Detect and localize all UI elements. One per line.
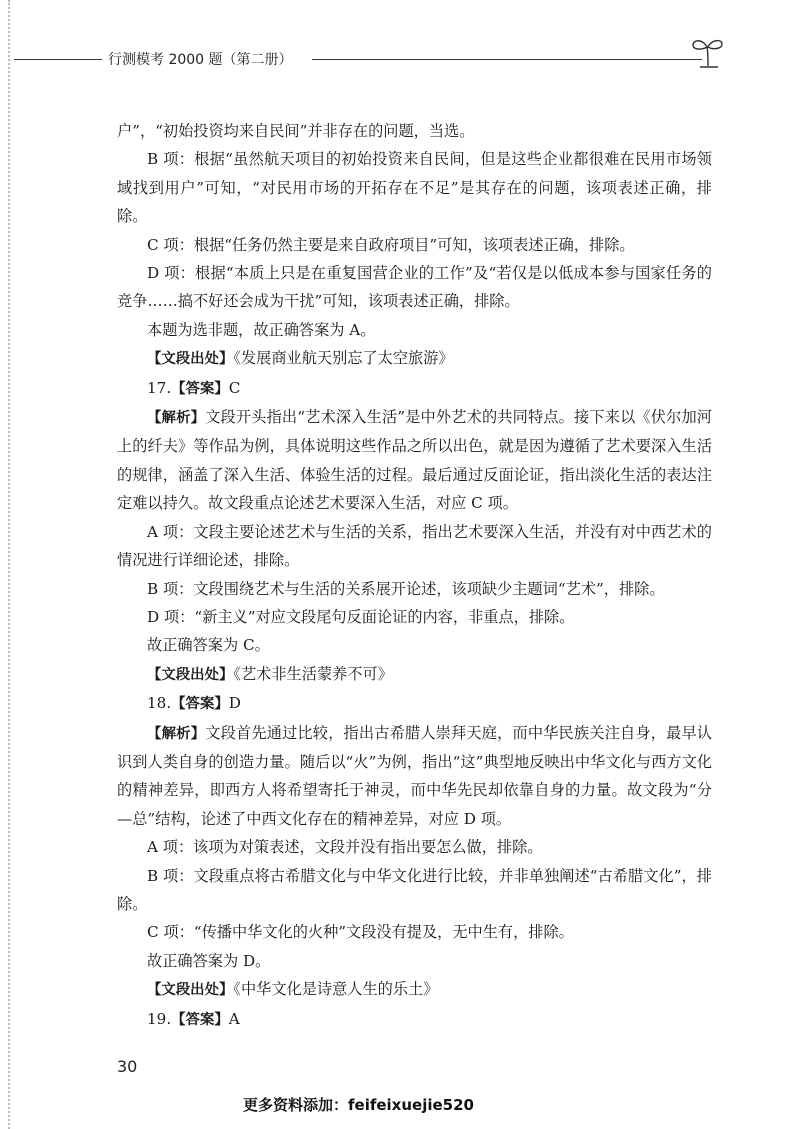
paragraph: [117, 603, 712, 631]
section-label: 【文段出处】: [147, 351, 234, 368]
header-title: 行测模考 2000 题（第二册）: [108, 52, 293, 68]
section-label: 【解析】: [147, 410, 206, 427]
paragraph: [117, 975, 712, 1004]
header-rule-left: [14, 59, 102, 60]
section-label: 【解析】: [147, 725, 206, 742]
paragraph-text: C 项：“传播中华文化的火种”文段没有提及，无中生有，排除。: [147, 923, 574, 942]
paragraph-text: 本题为选非题，故正确答案为 A。: [147, 320, 376, 339]
paragraph-text: A 项：文段主要论述艺术与生活的关系，指出艺术要深入生活，并没有对中西艺术的情况进行详细论述，排除。: [117, 522, 712, 570]
paragraph-text: D 项：“新主义”对应文段尾句反面论证的内容，非重点，排除。: [147, 607, 575, 626]
paragraph: [117, 518, 712, 575]
paragraph: [117, 631, 712, 659]
section-label: 【文段出处】: [147, 666, 234, 683]
paragraph: [117, 947, 712, 975]
section-label: 【答案】: [171, 1011, 229, 1028]
paragraph-text: 文段开头指出“艺术深入生活”是中外艺术的共同特点。接下来以《伏尔加河上的纤夫》等作品为例，具体说明这些作品之所以出色，就是因为遵循了艺术要深入生活的规律，涵盖了深入生活、体验生活的过程。最后通过反面论证，指出淡化生活的表达注定难以持久。故文段重点论述艺术要深入生活，对应 C 项。: [117, 408, 712, 513]
paragraph-text: 《艺术非生活蒙养不可》: [233, 664, 393, 683]
paragraph-text: 户”，“初始投资均来自民间”并非存在的问题，当选。: [117, 122, 475, 140]
paragraph: [117, 231, 712, 259]
paragraph-text: 《中华文化是诗意人生的乐土》: [233, 980, 439, 999]
paragraph-text: 故正确答案为 D。: [147, 951, 271, 970]
page-number: 30: [117, 1057, 138, 1076]
paragraph: [117, 862, 712, 919]
question-number: 18.: [147, 694, 172, 713]
question-number: 19.: [147, 1009, 172, 1028]
section-label: 【答案】: [171, 380, 229, 397]
paragraph-text: B 项：文段围绕艺术与生活的关系展开论述，该项缺少主题词“艺术”，排除。: [147, 579, 665, 598]
paragraph: [117, 344, 712, 373]
binding-dotted-line: [8, 0, 10, 1129]
answer-explanation-body: [117, 117, 712, 1034]
paragraph: [117, 259, 712, 316]
paragraph: [117, 833, 712, 861]
paragraph-text: B 项：根据“虽然航天项目的初始投资来自民间，但是这些企业都很难在民用市场领域找到用户”可知，“对民用市场的开拓存在不足”是其存在的问题，该项表述正确，排除。: [117, 150, 712, 226]
paragraph: [117, 403, 712, 518]
paragraph-text: B 项：文段重点将古希腊文化与中华文化进行比较，并非单独阐述“古希腊文化”，排除。: [117, 866, 712, 913]
paragraph-text: D 项：根据“本质上只是在重复国营企业的工作”及“若仅是以低成本参与国家任务的竞争……搞不好还会成为干扰”可知，该项表述正确，排除。: [117, 264, 712, 311]
section-label: 【答案】: [171, 696, 229, 713]
paragraph: [117, 660, 712, 689]
paragraph: [117, 145, 712, 230]
paragraph: [117, 918, 712, 946]
section-label: 【文段出处】: [147, 982, 234, 999]
paragraph-text: C: [228, 378, 241, 397]
paragraph-text: D: [228, 694, 241, 713]
paragraph-text: 《发展商业航天别忘了太空旅游》: [233, 349, 454, 368]
paragraph: [117, 689, 712, 718]
running-header: [14, 40, 714, 80]
paragraph: [117, 117, 712, 145]
paragraph-text: A: [228, 1009, 240, 1028]
paragraph: [117, 575, 712, 603]
paragraph-text: C 项：根据“任务仍然主要是来自政府项目”可知，该项表述正确，排除。: [147, 235, 635, 254]
paragraph-text: 文段首先通过比较，指出古希腊人崇拜天庭，而中华民族关注自身，最早认识到人类自身的创造力量。随后以“火”为例，指出“这”典型地反映出中华文化与西方文化的精神差异，即西方人将希望寄托于神灵，而中华先民却依靠自身的力量。故文段为“分—总”结构，论述了中西文化存在的精神差异，对应 D 项。: [117, 723, 712, 828]
paragraph-text: 故正确答案为 C。: [147, 636, 270, 655]
footer-note: 更多资料添加：feifeixuejie520: [243, 1096, 474, 1114]
question-number: 17.: [147, 378, 172, 397]
paragraph: [117, 316, 712, 344]
paragraph: [117, 374, 712, 403]
paragraph: [117, 719, 712, 834]
header-rule-right: [312, 59, 702, 60]
sprout-icon: [690, 34, 726, 68]
paragraph: [117, 1005, 712, 1034]
paragraph-text: A 项：该项为对策表述，文段并没有指出要怎么做，排除。: [147, 838, 543, 857]
